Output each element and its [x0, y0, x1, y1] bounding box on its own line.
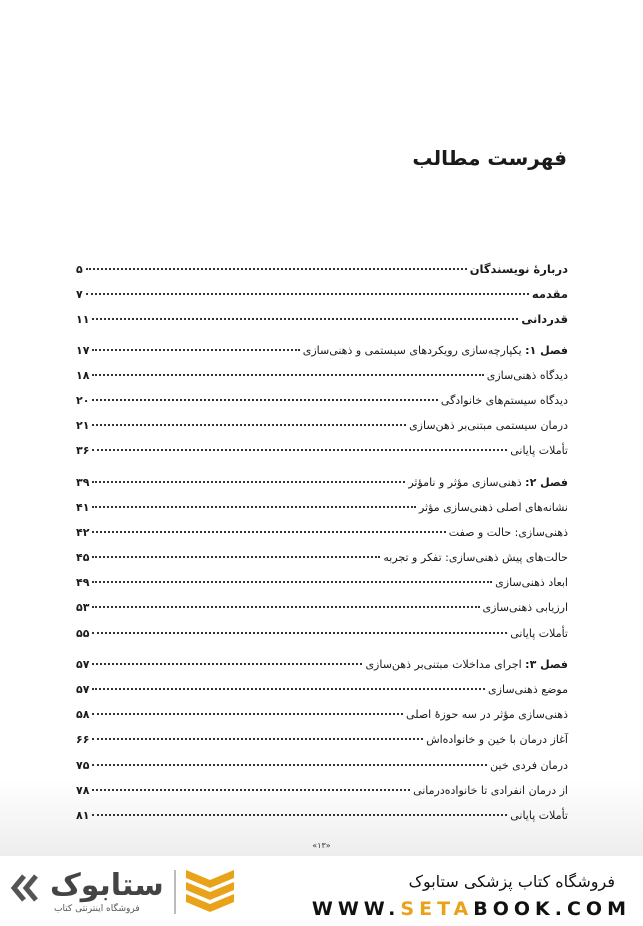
toc-page-number: ۷ — [76, 288, 83, 302]
toc-section-title: ارزیابی ذهنی‌سازی — [482, 601, 568, 615]
toc-page-number: ۴۵ — [76, 551, 90, 565]
dot-leader — [92, 556, 380, 558]
logo-divider — [174, 870, 176, 914]
toc-page-number: ۳۶ — [76, 444, 90, 458]
dot-leader — [92, 632, 507, 634]
toc-section-entry[interactable] — [76, 809, 568, 834]
dot-leader — [92, 531, 445, 533]
toc-section-entry[interactable] — [76, 601, 568, 626]
dot-leader — [92, 399, 437, 401]
toc-section-title: درمان سیستمی مبتنی‌بر ذهن‌سازی — [409, 419, 568, 433]
logo-text: ستابوک — [50, 868, 164, 903]
dot-leader — [92, 814, 507, 816]
toc-section-entry[interactable] — [76, 394, 568, 419]
toc-section-entry[interactable] — [76, 501, 568, 526]
toc-section-entry[interactable] — [76, 759, 568, 784]
toc-page-number: ۳۹ — [76, 475, 90, 489]
chapter-label: فصل ۱: — [525, 343, 568, 357]
toc-page-number: ۵۸ — [76, 708, 90, 722]
dot-leader — [92, 713, 403, 715]
toc-section-entry[interactable] — [76, 683, 568, 708]
toc-page-number: ۱۱ — [76, 313, 90, 327]
toc-page-number: ۵ — [76, 263, 83, 276]
toc-section-entry[interactable] — [76, 576, 568, 601]
chapter-title: اجرای مداخلات مبتنی‌بر ذهن‌سازی — [365, 657, 522, 671]
toc-page-number: ۵۳ — [76, 601, 90, 615]
double-chevron-icon — [10, 870, 50, 910]
toc-section-title: دیدگاه سیستم‌های خانوادگی — [440, 393, 568, 407]
toc-section-title: ذهنی‌سازی: حالت و صفت — [448, 525, 568, 539]
toc-page-number: ۴۱ — [76, 500, 90, 514]
dot-leader — [92, 374, 483, 376]
dot-leader — [86, 268, 467, 270]
toc-page-number: ۵۵ — [76, 626, 90, 640]
toc-page-number: ۸۱ — [76, 808, 90, 822]
toc-page-number: ۵۷ — [76, 683, 90, 696]
logo-subtitle: فروشگاه اینترنتی کتاب — [54, 904, 140, 914]
dot-leader — [92, 506, 416, 508]
toc-section-entry[interactable] — [76, 733, 568, 758]
dot-leader — [86, 293, 529, 295]
toc-section-entry[interactable] — [76, 551, 568, 576]
toc-section-entry[interactable] — [76, 627, 568, 652]
chapter-title: ذهنی‌سازی مؤثر و نامؤثر — [408, 475, 522, 489]
chapter-label: فصل ۳: — [525, 657, 568, 671]
chapter-label: فصل ۲: — [525, 475, 568, 489]
toc-section-entry[interactable] — [76, 526, 568, 551]
store-url[interactable] — [312, 898, 631, 920]
toc-entry-title: دربارهٔ نویسندگان — [469, 262, 568, 276]
toc-section-entry[interactable] — [76, 369, 568, 394]
toc-page-number: ۱۸ — [76, 368, 90, 382]
toc-page-number: ۴۹ — [76, 576, 90, 590]
toc-section-title: نشانه‌های اصلی ذهنی‌سازی مؤثر — [418, 500, 568, 514]
toc-entry-title: مقدمه — [531, 287, 568, 302]
toc-front-matter-entry[interactable] — [76, 287, 568, 312]
toc-page-number: ۴۲ — [76, 525, 90, 539]
toc-front-matter-entry[interactable] — [76, 312, 568, 337]
toc-section-entry[interactable] — [76, 708, 568, 733]
url-brand: SETA — [400, 898, 474, 920]
dot-leader — [92, 481, 405, 483]
toc-chapter-entry[interactable] — [76, 476, 568, 501]
dot-leader — [92, 318, 518, 320]
toc-entry-title: قدردانی — [521, 312, 568, 327]
toc-chapter-entry[interactable] — [76, 658, 568, 683]
toc-section-title: تأملات پایانی — [510, 626, 568, 640]
dot-leader — [92, 349, 299, 351]
toc-section-title: ذهنی‌سازی مؤثر در سه حوزهٔ اصلی — [406, 708, 568, 722]
dot-leader — [92, 606, 479, 608]
toc-section-title: آغاز درمان با خین و خانواده‌اش — [426, 733, 568, 747]
store-footer — [0, 856, 643, 926]
toc-section-entry[interactable] — [76, 444, 568, 469]
toc-section-title: ابعاد ذهنی‌سازی — [495, 576, 568, 590]
toc-section-title: از درمان انفرادی تا خانواده‌درمانی — [413, 783, 568, 797]
toc-page-number: ۲۱ — [76, 419, 90, 433]
table-of-contents — [76, 262, 568, 834]
dot-leader — [92, 688, 485, 690]
toc-front-matter-entry[interactable] — [76, 262, 568, 287]
toc-section-title: دیدگاه ذهنی‌سازی — [486, 368, 568, 382]
toc-section-entry[interactable] — [76, 419, 568, 444]
dot-leader — [92, 663, 362, 665]
url-suffix: BOOK.COM — [473, 898, 631, 920]
toc-page-number: ۷۸ — [76, 783, 90, 797]
toc-section-title: تأملات پایانی — [510, 808, 568, 822]
dot-leader — [92, 449, 507, 451]
toc-section-title: حالت‌های پیش ذهنی‌سازی: تفکر و تجربه — [383, 551, 568, 565]
store-name: فروشگاه کتاب پزشکی ستابوک — [408, 872, 615, 891]
chapter-title: یکپارچه‌سازی رویکردهای سیستمی و ذهنی‌سازی — [302, 343, 522, 357]
page-title: فهرست مطالب — [412, 146, 567, 170]
toc-section-title: درمان فردی خین — [490, 758, 568, 772]
page-number: «۱۳» — [312, 841, 331, 850]
toc-page-number: ۱۷ — [76, 343, 90, 357]
toc-chapter-entry[interactable] — [76, 344, 568, 369]
toc-page-number: ۶۶ — [76, 733, 90, 747]
toc-section-title: تأملات پایانی — [510, 444, 568, 458]
toc-section-entry[interactable] — [76, 784, 568, 809]
dot-leader — [92, 738, 423, 740]
dot-leader — [92, 764, 487, 766]
toc-section-title: موضع ذهنی‌سازی — [488, 683, 568, 696]
dot-leader — [92, 424, 406, 426]
dot-leader — [92, 581, 492, 583]
book-stack-icon — [182, 866, 238, 912]
dot-leader — [92, 789, 410, 791]
toc-page-number: ۲۰ — [76, 393, 90, 407]
url-prefix: WWW. — [311, 898, 401, 920]
setabook-logo — [14, 866, 244, 918]
toc-page-number: ۷۵ — [76, 758, 90, 772]
toc-page-number: ۵۷ — [76, 657, 90, 671]
